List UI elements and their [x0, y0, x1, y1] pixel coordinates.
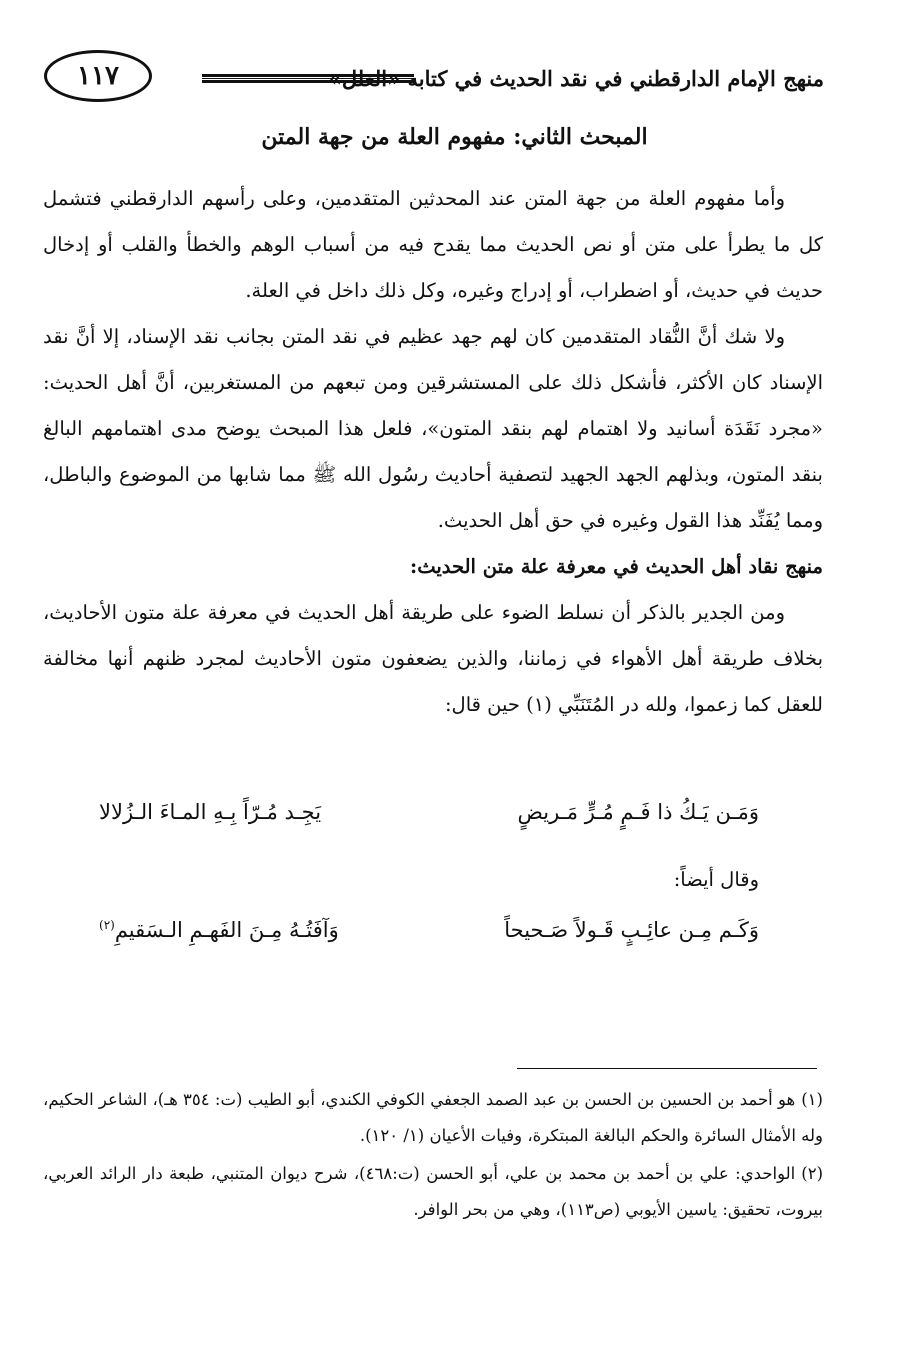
- verse-1-first-hemistich: وَمَـن يَـكُ ذا فَـمٍ مُـرٍّ مَـريضٍ: [517, 800, 759, 824]
- verse-2: [99, 918, 759, 942]
- verse-2-second-hemistich: وَآفَتُـهُ مِـنَ الفَهـمِ الـسَقيمِ: [114, 918, 339, 942]
- footnote-1-number: (١): [801, 1090, 823, 1109]
- paragraph-1: وأما مفهوم العلة من جهة المتن عند المحدثين المتقدمين، وعلى رأسهم الدارقطني فتشمل كل ما يطرأ على متن أو نص الحديث مما يقدح فيه من أسباب الوهم والخطأ والقلب أو إدخال حديث في حديث، أو اضطراب، أو إدراج وغيره، وكل ذلك داخل في العلة.: [43, 187, 823, 302]
- body-text: [43, 176, 823, 728]
- section-heading: المبحث الثاني: مفهوم العلة من جهة المتن: [261, 124, 648, 150]
- paragraph-3: ومن الجدير بالذكر أن نسلط الضوء على طريقة أهل الحديث في معرفة علة متون الأحاديث، بخلاف طريقة أهل الأهواء في زماننا، والذين يضعفون متون الأحاديث لمجرد ظنهم أنها مخالفة للعقل كما زعموا، ولله در المُتَنَبِّي (١) حين قال:: [43, 601, 823, 716]
- footnote-2: [43, 1156, 823, 1228]
- header-divider: [202, 74, 414, 83]
- running-title: منهج الإمام الدارقطني في نقد الحديث في كتابه «العلل»: [328, 66, 824, 91]
- subheading: منهج نقاد أهل الحديث في معرفة علة متن الحديث:: [410, 555, 823, 578]
- verse-1: [99, 800, 759, 824]
- verse-1-second-hemistich: يَجِـد مُـرّاً بِـهِ المـاءَ الـزُلالا: [99, 800, 322, 824]
- footnotes: [43, 1082, 823, 1230]
- also-said-label: وقال أيضاً:: [673, 868, 759, 891]
- verse-2-second-hemistich-wrap: [99, 918, 339, 942]
- footnote-ref-2: (٢): [99, 918, 115, 932]
- running-header: [44, 48, 824, 112]
- paragraph-2: ولا شك أنَّ النُّقاد المتقدمين كان لهم جهد عظيم في نقد المتن بجانب نقد الإسناد، إلا أنَّ نقد الإسناد كان الأكثر، فأشكل ذلك على المستشرقين ومن تبعهم من المستغربين، أنَّ أهل الحديث: «مجرد نَقَدَة أسانيد ولا اهتمام لهم بنقد المتون»، فلعل هذا المبحث يوضح مدى اهتمامهم البالغ بنقد المتون، وبذلهم الجهد الجهيد لتصفية أحاديث رسُول الله ﷺ مما شابها من الموضوع والباطل، ومما يُفَنِّد هذا القول وغيره في حق أهل الحديث.: [43, 325, 823, 532]
- page-number-badge: ١١٧: [44, 50, 152, 102]
- verse-2-first-hemistich: وَكَـم مِـن عائِـبٍ قَـولاً صَـحيحاً: [504, 918, 759, 942]
- footnote-divider: [517, 1068, 817, 1069]
- footnote-1-text: هو أحمد بن الحسين بن الحسن بن عبد الصمد الجعفي الكوفي الكندي، أبو الطيب (ت: ٣٥٤ هـ)، الشاعر الحكيم، وله الأمثال السائرة والحكم البالغة المبتكرة، وفيات الأعيان (١/ ١٢٠).: [43, 1090, 823, 1145]
- footnote-1: [43, 1082, 823, 1154]
- footnote-2-text: الواحدي: علي بن أحمد بن محمد بن علي، أبو الحسن (ت:٤٦٨)، شرح ديوان المتنبي، طبعة دار الرائد العربي، بيروت، تحقيق: ياسين الأيوبي (ص١١٣)، وهي من بحر الوافر.: [43, 1164, 823, 1219]
- footnote-2-number: (٢): [801, 1164, 823, 1183]
